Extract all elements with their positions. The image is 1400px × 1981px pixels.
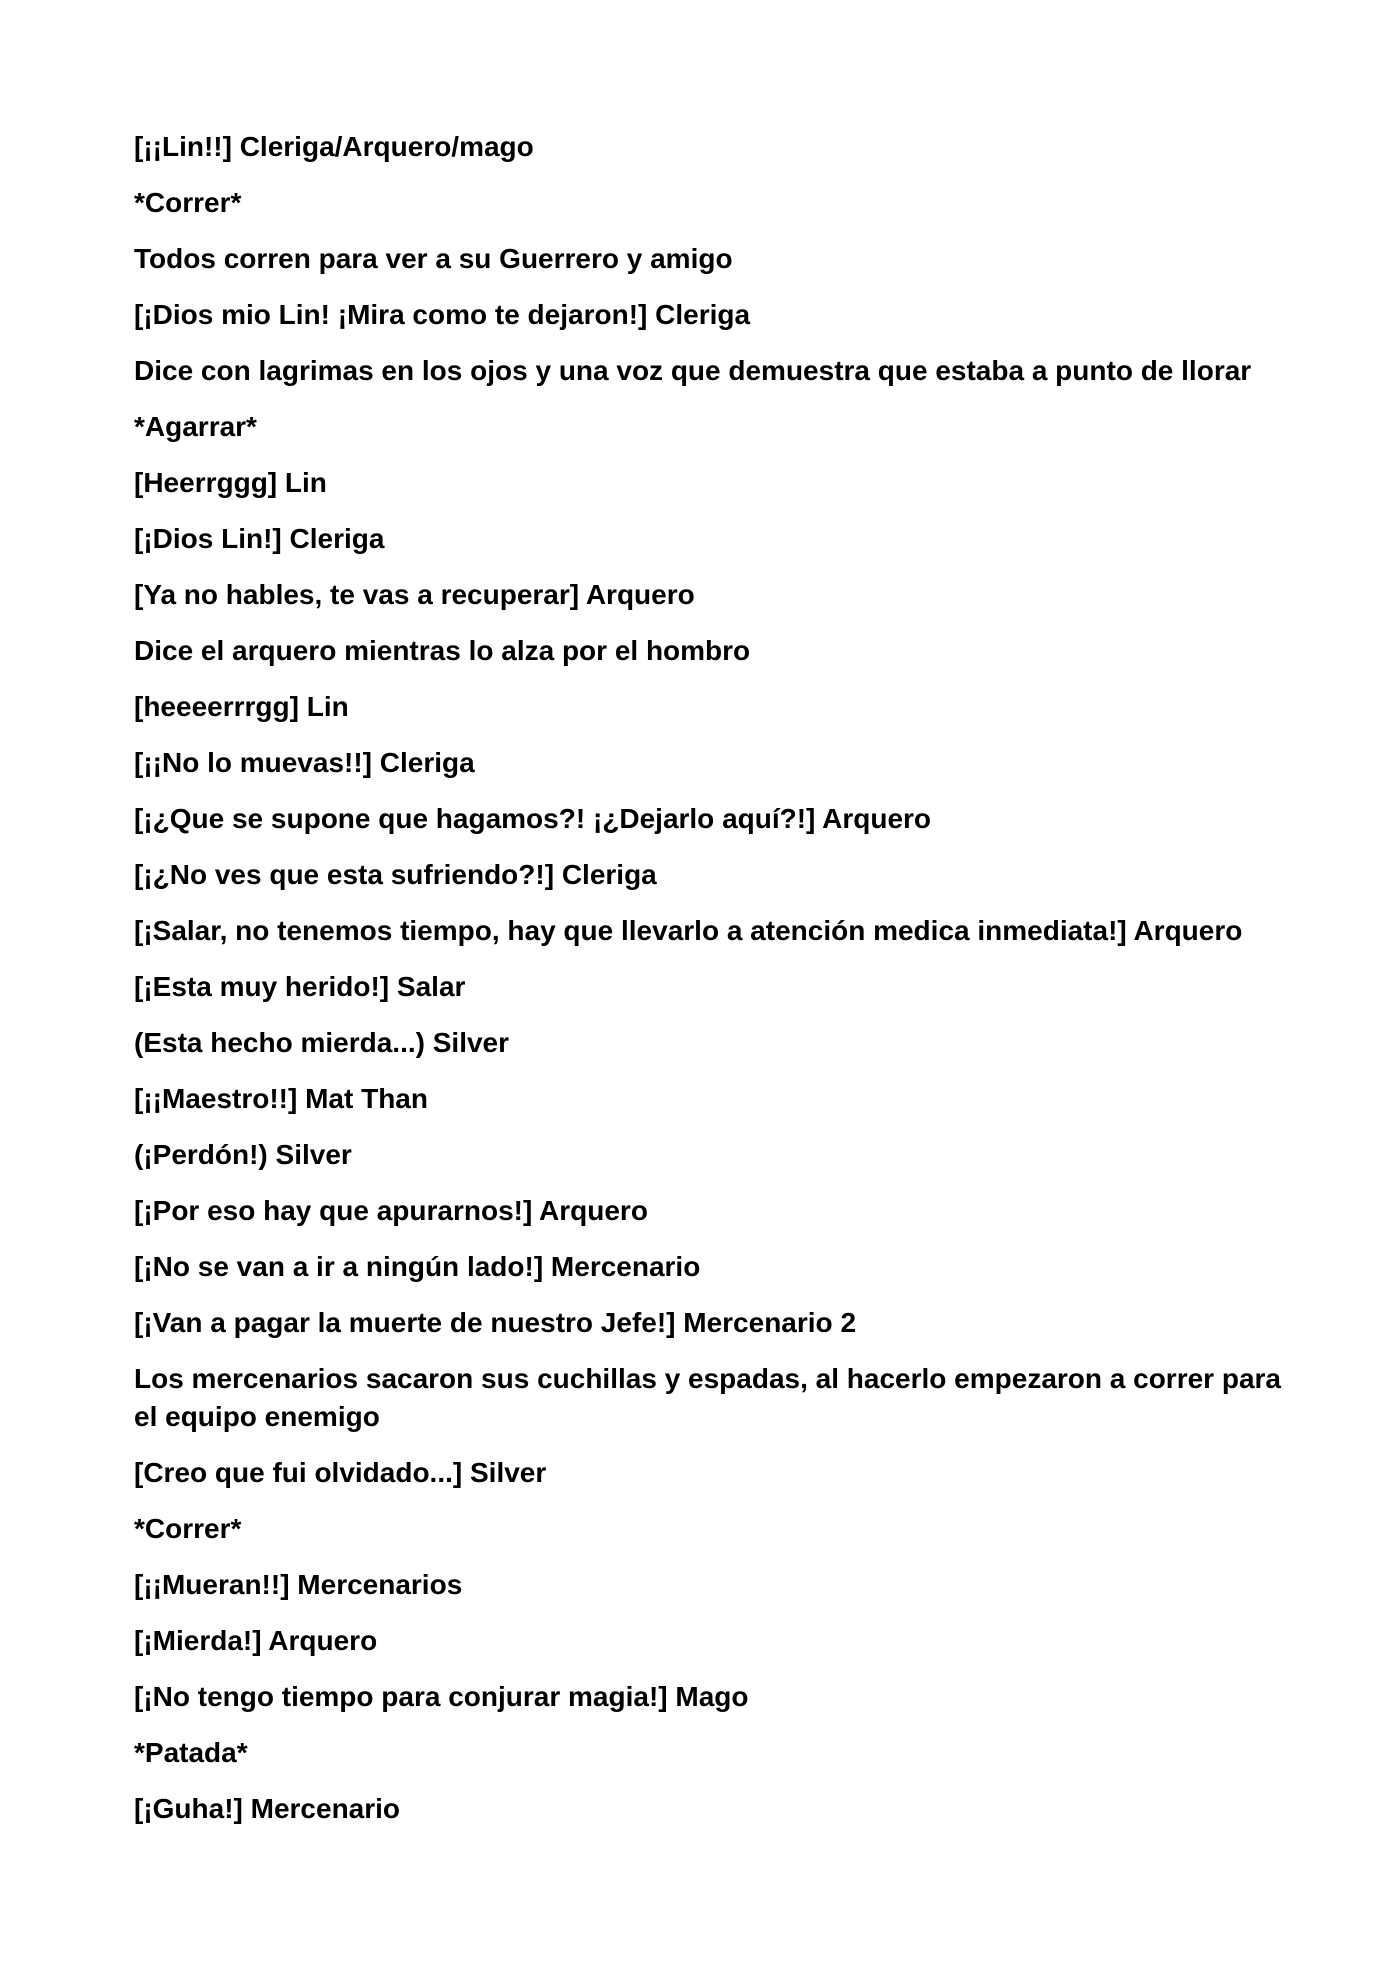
text-line: *Correr*	[134, 187, 242, 218]
text-line: (¡Perdón!) Silver	[134, 1139, 352, 1170]
text-line: [Heerrggg] Lin	[134, 467, 327, 498]
text-line: (Esta hecho mierda...) Silver	[134, 1027, 510, 1058]
text-line: [¡No tengo tiempo para conjurar magia!] Mago	[134, 1681, 749, 1712]
text-line: [¡¿No ves que esta sufriendo?!] Cleriga	[134, 859, 657, 890]
text-line: [¡Van a pagar la muerte de nuestro Jefe!] Mercenario 2	[134, 1307, 857, 1338]
text-line: Dice el arquero mientras lo alza por el hombro	[134, 635, 751, 666]
text-line: *Correr*	[134, 1513, 242, 1544]
text-line: [¡Dios mio Lin! ¡Mira como te dejaron!] Cleriga	[134, 299, 751, 330]
text-line: *Agarrar*	[134, 411, 257, 442]
text-line: [¡Mierda!] Arquero	[134, 1625, 378, 1656]
text-line: [Creo que fui olvidado...] Silver	[134, 1457, 547, 1488]
text-line: [¡¡Maestro!!] Mat Than	[134, 1083, 428, 1114]
text-line: [¡¡Lin!!] Cleriga/Arquero/mago	[134, 131, 534, 162]
text-line: *Patada*	[134, 1737, 248, 1768]
text-line: Dice con lagrimas en los ojos y una voz que demuestra que estaba a punto de llorar	[134, 355, 1252, 386]
text-line: [heeeerrrgg] Lin	[134, 691, 349, 722]
text-line: [¡Esta muy herido!] Salar	[134, 971, 466, 1002]
text-line: [¡Salar, no tenemos tiempo, hay que llevarlo a atención medica inmediata!] Arquero	[134, 915, 1243, 946]
text-line: [¡No se van a ir a ningún lado!] Mercenario	[134, 1251, 701, 1282]
text-line: [¡¡No lo muevas!!] Cleriga	[134, 747, 475, 778]
text-line: [¡¡Mueran!!] Mercenarios	[134, 1569, 463, 1600]
text-line: Los mercenarios sacaron sus cuchillas y espadas, al hacerlo empezaron a correr para el equipo enemigo	[134, 1363, 1281, 1432]
text-line: [¡Por eso hay que apurarnos!] Arquero	[134, 1195, 648, 1226]
text-line: [Ya no hables, te vas a recuperar] Arquero	[134, 579, 695, 610]
text-line: [¡Dios Lin!] Cleriga	[134, 523, 385, 554]
text-line: Todos corren para ver a su Guerrero y amigo	[134, 243, 733, 274]
text-line: [¡¿Que se supone que hagamos?! ¡¿Dejarlo aquí?!] Arquero	[134, 803, 932, 834]
document-body	[134, 128, 1294, 1846]
text-line: [¡Guha!] Mercenario	[134, 1793, 401, 1824]
